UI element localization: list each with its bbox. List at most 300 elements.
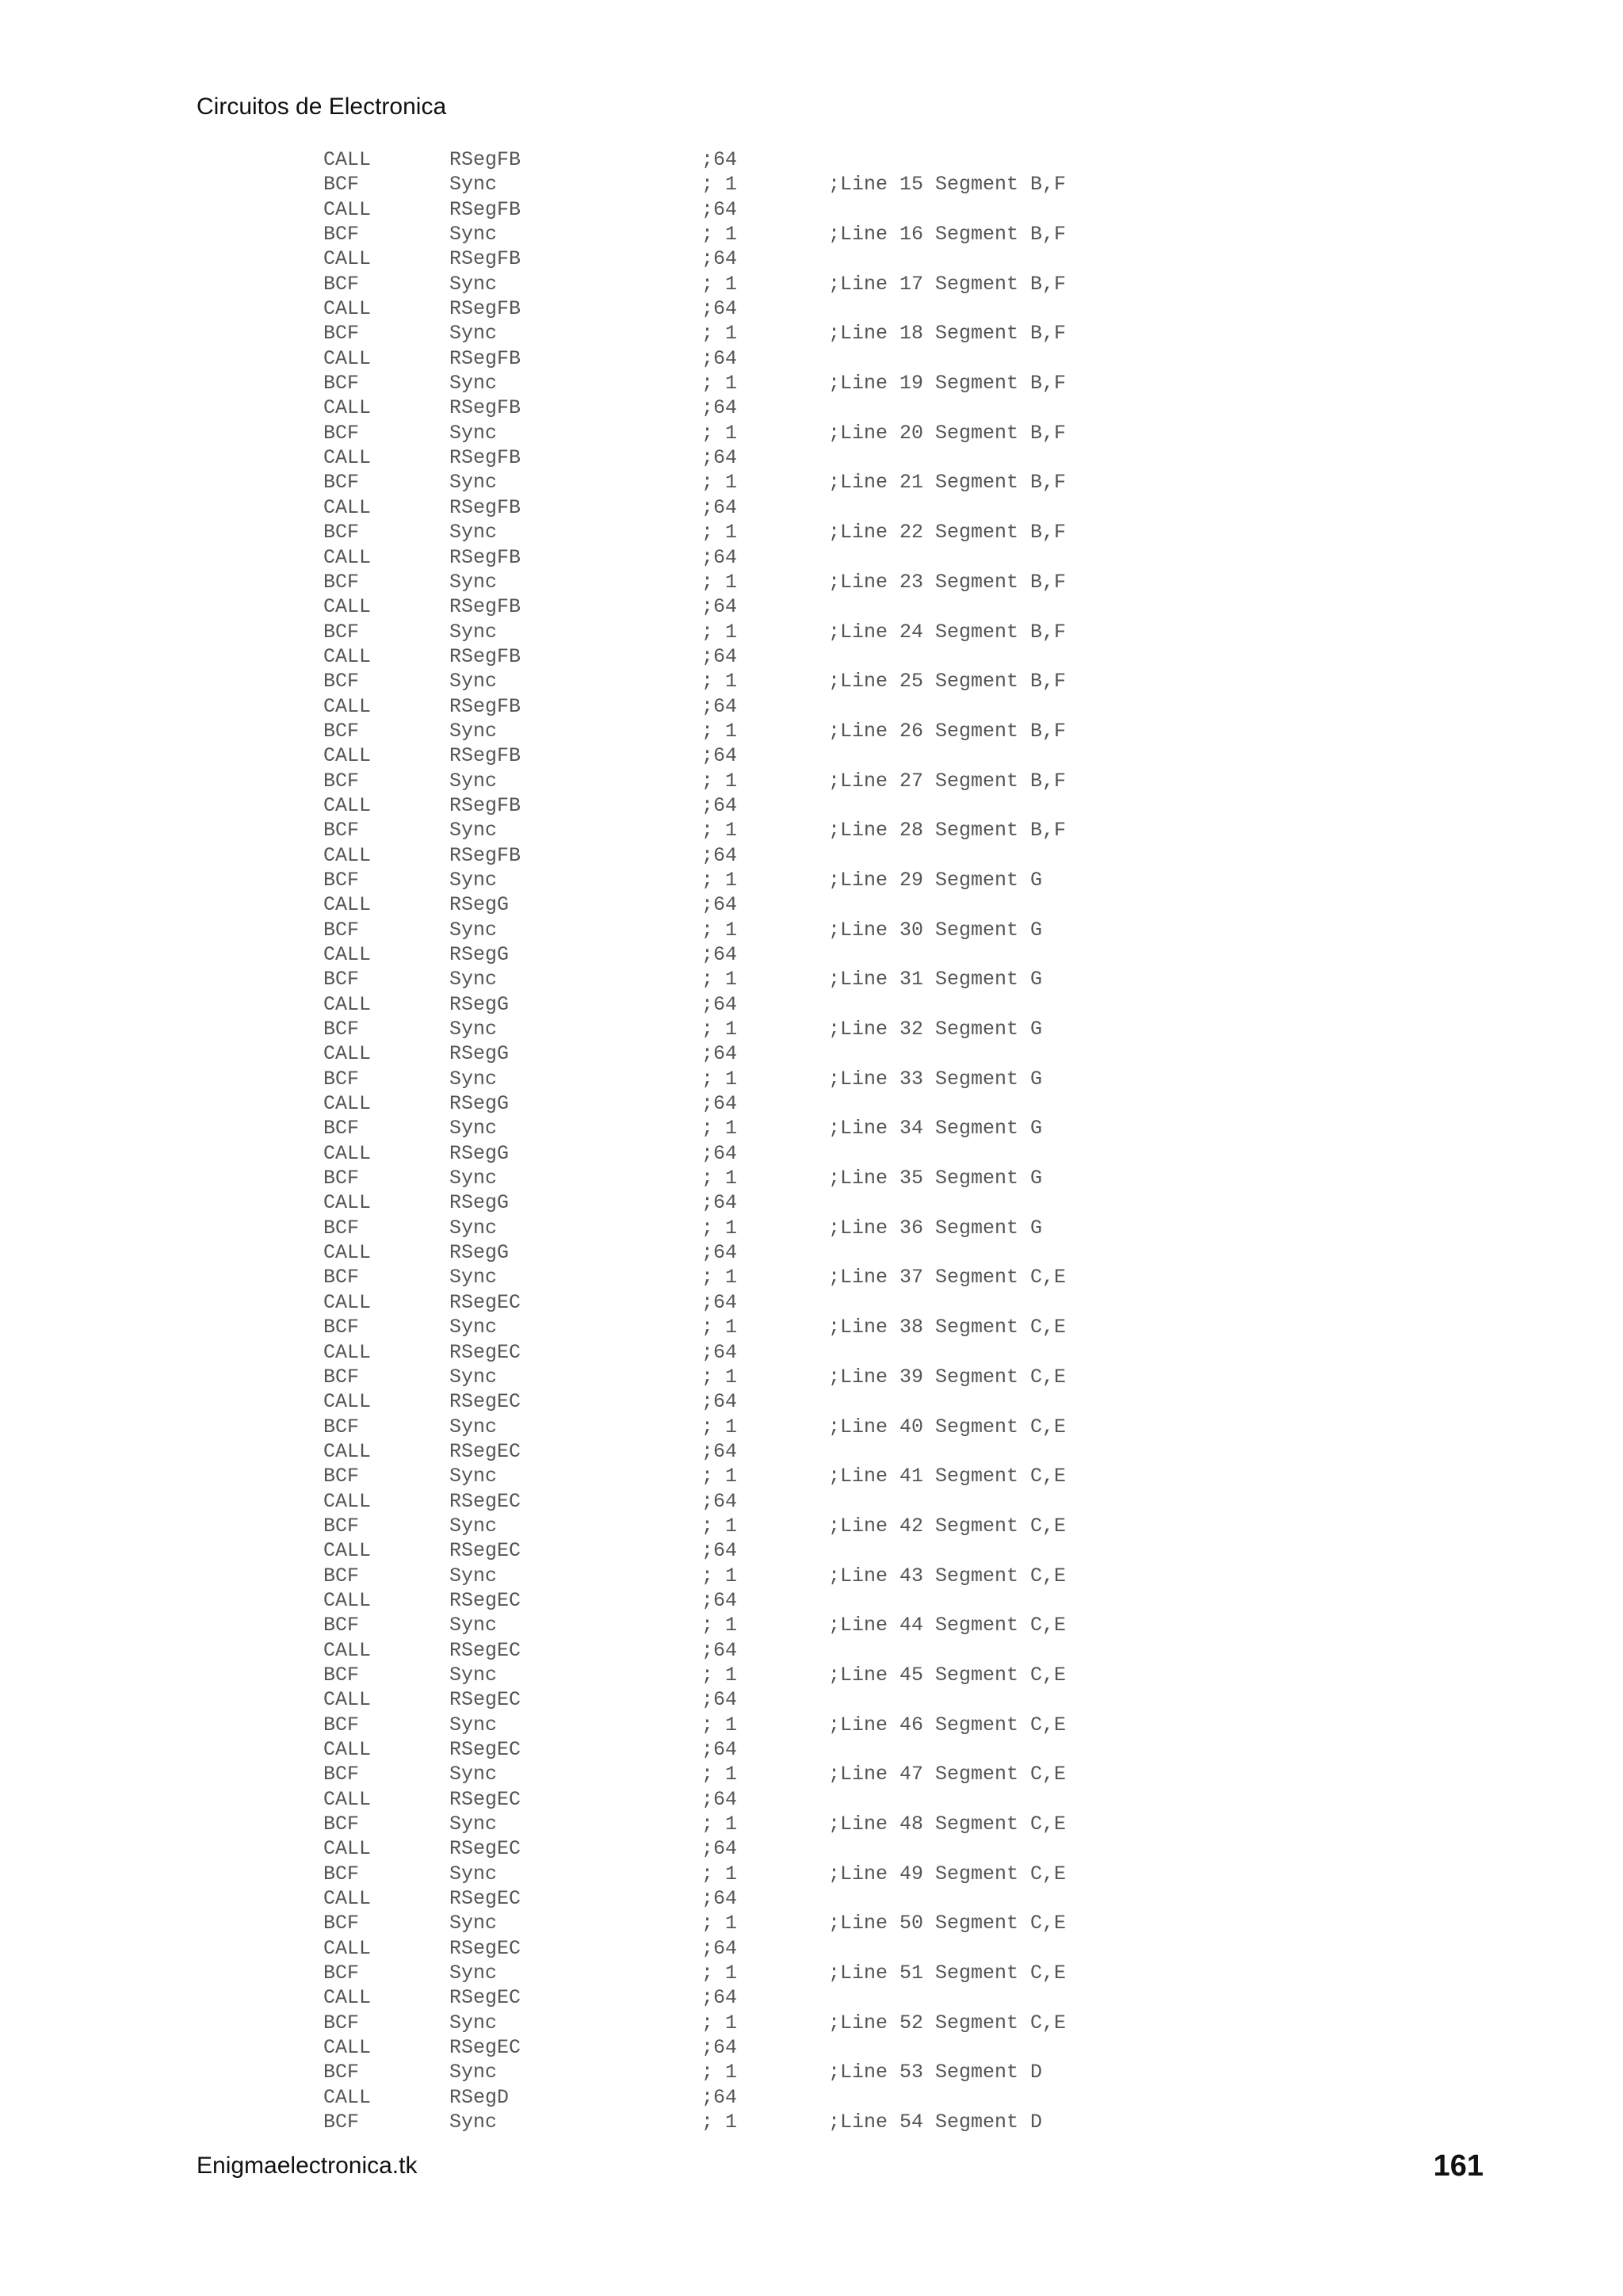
- code-cycle-count: ;64: [701, 1439, 738, 1463]
- code-opcode: BCF: [323, 521, 360, 544]
- code-line: [0, 1141, 1623, 1166]
- code-operand: Sync: [449, 272, 498, 296]
- code-operand: RSegG: [449, 893, 510, 917]
- code-comment: ;Line 24 Segment B,F: [828, 620, 1067, 644]
- code-opcode: CALL: [323, 1141, 372, 1165]
- code-line: [0, 1886, 1623, 1911]
- code-cycle-count: ; 1: [701, 1862, 738, 1885]
- code-opcode: CALL: [323, 843, 372, 867]
- code-operand: RSegFB: [449, 843, 521, 867]
- code-comment: ;Line 52 Segment C,E: [828, 2011, 1067, 2034]
- code-cycle-count: ; 1: [701, 1564, 738, 1587]
- code-cycle-count: ; 1: [701, 1713, 738, 1736]
- code-operand: RSegEC: [449, 1390, 521, 1414]
- code-operand: Sync: [449, 322, 498, 346]
- code-opcode: BCF: [323, 2011, 360, 2034]
- code-operand: Sync: [449, 968, 498, 991]
- code-opcode: CALL: [323, 793, 372, 817]
- code-comment: ;Line 50 Segment C,E: [828, 1912, 1067, 1935]
- code-cycle-count: ; 1: [701, 1514, 738, 1538]
- code-line: [0, 1290, 1623, 1315]
- code-opcode: BCF: [323, 322, 360, 346]
- code-opcode: CALL: [323, 2085, 372, 2109]
- code-line: [0, 1439, 1623, 1464]
- code-opcode: CALL: [323, 595, 372, 619]
- code-cycle-count: ; 1: [701, 421, 738, 445]
- code-line: [0, 445, 1623, 470]
- code-cycle-count: ;64: [701, 1191, 738, 1215]
- code-comment: ;Line 23 Segment B,F: [828, 570, 1067, 594]
- code-opcode: CALL: [323, 446, 372, 470]
- code-line: [0, 222, 1623, 246]
- code-cycle-count: ;64: [701, 1489, 738, 1513]
- code-opcode: BCF: [323, 173, 360, 197]
- code-opcode: BCF: [323, 272, 360, 296]
- code-line: [0, 942, 1623, 967]
- code-opcode: BCF: [323, 1117, 360, 1140]
- code-opcode: CALL: [323, 1191, 372, 1215]
- code-opcode: CALL: [323, 1539, 372, 1563]
- code-cycle-count: ; 1: [701, 570, 738, 594]
- code-opcode: BCF: [323, 1564, 360, 1587]
- code-line: [0, 2060, 1623, 2084]
- code-cycle-count: ;64: [701, 1936, 738, 1960]
- code-line: [0, 1216, 1623, 1240]
- code-line: [0, 1240, 1623, 1265]
- code-cycle-count: ;64: [701, 1290, 738, 1314]
- code-line: [0, 1017, 1623, 1041]
- code-opcode: BCF: [323, 1216, 360, 1240]
- code-line: [0, 769, 1623, 793]
- code-cycle-count: ;64: [701, 943, 738, 966]
- code-operand: Sync: [449, 1117, 498, 1140]
- code-line: [0, 321, 1623, 346]
- code-line: [0, 1737, 1623, 1762]
- code-operand: Sync: [449, 1862, 498, 1885]
- code-line: [0, 1713, 1623, 1737]
- code-cycle-count: ;64: [701, 1092, 738, 1116]
- code-opcode: CALL: [323, 148, 372, 171]
- code-cycle-count: ; 1: [701, 918, 738, 942]
- code-opcode: BCF: [323, 1763, 360, 1786]
- code-opcode: CALL: [323, 893, 372, 917]
- code-cycle-count: ; 1: [701, 620, 738, 644]
- code-operand: RSegEC: [449, 1688, 521, 1712]
- code-comment: ;Line 16 Segment B,F: [828, 223, 1067, 246]
- code-comment: ;Line 22 Segment B,F: [828, 521, 1067, 544]
- code-cycle-count: ;64: [701, 1688, 738, 1712]
- code-line: [0, 1985, 1623, 2010]
- code-opcode: BCF: [323, 372, 360, 395]
- code-line: [0, 1389, 1623, 1414]
- code-cycle-count: ; 1: [701, 471, 738, 495]
- code-opcode: CALL: [323, 1588, 372, 1612]
- code-line: [0, 1538, 1623, 1563]
- code-line: [0, 495, 1623, 520]
- code-comment: ;Line 42 Segment C,E: [828, 1514, 1067, 1538]
- code-operand: RSegFB: [449, 396, 521, 420]
- code-comment: ;Line 27 Segment B,F: [828, 769, 1067, 793]
- code-operand: RSegEC: [449, 1936, 521, 1960]
- code-operand: RSegEC: [449, 1539, 521, 1563]
- code-cycle-count: ; 1: [701, 1117, 738, 1140]
- code-cycle-count: ;64: [701, 545, 738, 569]
- code-opcode: CALL: [323, 1738, 372, 1761]
- code-opcode: BCF: [323, 1912, 360, 1935]
- code-cycle-count: ;64: [701, 1141, 738, 1165]
- code-cycle-count: ;64: [701, 1042, 738, 1066]
- code-line: [0, 1787, 1623, 1812]
- code-cycle-count: ; 1: [701, 521, 738, 544]
- code-opcode: CALL: [323, 1986, 372, 2010]
- code-operand: RSegEC: [449, 1837, 521, 1861]
- code-opcode: BCF: [323, 421, 360, 445]
- code-opcode: CALL: [323, 1042, 372, 1066]
- code-operand: Sync: [449, 620, 498, 644]
- code-opcode: CALL: [323, 1688, 372, 1712]
- code-operand: RSegEC: [449, 1787, 521, 1811]
- code-line: [0, 470, 1623, 495]
- footer-site-name: Enigmaelectronica.tk: [197, 2153, 418, 2179]
- code-operand: RSegEC: [449, 1340, 521, 1364]
- code-opcode: BCF: [323, 670, 360, 693]
- code-operand: RSegEC: [449, 2036, 521, 2060]
- code-line: [0, 1190, 1623, 1215]
- code-operand: Sync: [449, 1018, 498, 1041]
- code-opcode: BCF: [323, 2061, 360, 2084]
- code-operand: RSegG: [449, 1191, 510, 1215]
- code-cycle-count: ;64: [701, 1738, 738, 1761]
- code-opcode: BCF: [323, 769, 360, 793]
- code-opcode: BCF: [323, 1266, 360, 1289]
- code-cycle-count: ;64: [701, 396, 738, 420]
- code-cycle-count: ; 1: [701, 1216, 738, 1240]
- code-line: [0, 246, 1623, 271]
- code-cycle-count: ;64: [701, 694, 738, 718]
- code-comment: ;Line 20 Segment B,F: [828, 421, 1067, 445]
- code-operand: Sync: [449, 372, 498, 395]
- code-comment: ;Line 17 Segment B,F: [828, 272, 1067, 296]
- code-cycle-count: ; 1: [701, 868, 738, 892]
- code-line: [0, 843, 1623, 868]
- code-line: [0, 1936, 1623, 1961]
- code-line: [0, 620, 1623, 644]
- code-opcode: CALL: [323, 197, 372, 221]
- code-cycle-count: ; 1: [701, 372, 738, 395]
- code-operand: RSegG: [449, 1092, 510, 1116]
- code-comment: ;Line 41 Segment C,E: [828, 1465, 1067, 1488]
- code-line: [0, 371, 1623, 395]
- code-operand: RSegD: [449, 2085, 510, 2109]
- code-opcode: CALL: [323, 1936, 372, 1960]
- code-line: [0, 644, 1623, 669]
- code-line: [0, 719, 1623, 743]
- code-cycle-count: ;64: [701, 1539, 738, 1563]
- code-opcode: BCF: [323, 223, 360, 246]
- code-opcode: BCF: [323, 2111, 360, 2134]
- code-operand: RSegFB: [449, 694, 521, 718]
- code-operand: RSegG: [449, 943, 510, 966]
- code-cycle-count: ;64: [701, 1588, 738, 1612]
- code-opcode: CALL: [323, 1390, 372, 1414]
- code-operand: RSegFB: [449, 247, 521, 271]
- code-opcode: CALL: [323, 943, 372, 966]
- code-line: [0, 1340, 1623, 1365]
- code-opcode: BCF: [323, 1514, 360, 1538]
- code-operand: Sync: [449, 421, 498, 445]
- code-line: [0, 992, 1623, 1017]
- code-operand: RSegEC: [449, 1439, 521, 1463]
- code-line: [0, 545, 1623, 570]
- code-cycle-count: ; 1: [701, 769, 738, 793]
- code-opcode: CALL: [323, 495, 372, 519]
- code-line: [0, 1166, 1623, 1190]
- code-operand: RSegFB: [449, 495, 521, 519]
- code-comment: ;Line 53 Segment D: [828, 2061, 1043, 2084]
- code-operand: RSegFB: [449, 644, 521, 668]
- code-line: [0, 918, 1623, 942]
- code-operand: RSegEC: [449, 1489, 521, 1513]
- code-cycle-count: ;64: [701, 346, 738, 370]
- code-comment: ;Line 40 Segment C,E: [828, 1415, 1067, 1438]
- code-line: [0, 1091, 1623, 1116]
- code-opcode: BCF: [323, 620, 360, 644]
- code-cycle-count: ;64: [701, 793, 738, 817]
- code-opcode: CALL: [323, 1489, 372, 1513]
- code-line: [0, 1613, 1623, 1637]
- code-line: [0, 892, 1623, 917]
- code-opcode: CALL: [323, 396, 372, 420]
- code-opcode: BCF: [323, 1415, 360, 1438]
- code-cycle-count: ;64: [701, 744, 738, 768]
- code-comment: ;Line 44 Segment C,E: [828, 1614, 1067, 1637]
- code-line: [0, 172, 1623, 197]
- code-line: [0, 594, 1623, 619]
- code-operand: RSegFB: [449, 744, 521, 768]
- code-operand: RSegFB: [449, 197, 521, 221]
- code-cycle-count: ; 1: [701, 1912, 738, 1935]
- code-opcode: BCF: [323, 1962, 360, 1985]
- code-opcode: CALL: [323, 1887, 372, 1911]
- code-operand: Sync: [449, 1067, 498, 1091]
- code-comment: ;Line 38 Segment C,E: [828, 1316, 1067, 1339]
- code-cycle-count: ;64: [701, 247, 738, 271]
- code-line: [0, 1265, 1623, 1289]
- code-operand: Sync: [449, 223, 498, 246]
- code-opcode: BCF: [323, 1813, 360, 1836]
- code-comment: ;Line 26 Segment B,F: [828, 719, 1067, 743]
- code-opcode: BCF: [323, 1018, 360, 1041]
- code-comment: ;Line 43 Segment C,E: [828, 1564, 1067, 1587]
- code-cycle-count: ; 1: [701, 1962, 738, 1985]
- code-operand: RSegEC: [449, 1638, 521, 1662]
- code-operand: RSegEC: [449, 1738, 521, 1761]
- code-comment: ;Line 34 Segment G: [828, 1117, 1043, 1140]
- code-operand: Sync: [449, 918, 498, 942]
- code-opcode: CALL: [323, 1290, 372, 1314]
- code-opcode: CALL: [323, 1241, 372, 1265]
- code-line: [0, 2085, 1623, 2110]
- code-comment: ;Line 47 Segment C,E: [828, 1763, 1067, 1786]
- code-line: [0, 1812, 1623, 1836]
- code-operand: Sync: [449, 1564, 498, 1587]
- code-opcode: BCF: [323, 1862, 360, 1885]
- code-comment: ;Line 45 Segment C,E: [828, 1663, 1067, 1687]
- code-operand: Sync: [449, 1216, 498, 1240]
- code-cycle-count: ; 1: [701, 1813, 738, 1836]
- code-operand: Sync: [449, 173, 498, 197]
- code-cycle-count: ; 1: [701, 968, 738, 991]
- code-comment: ;Line 32 Segment G: [828, 1018, 1043, 1041]
- code-opcode: CALL: [323, 545, 372, 569]
- code-opcode: CALL: [323, 644, 372, 668]
- code-line: [0, 1365, 1623, 1389]
- code-opcode: CALL: [323, 1787, 372, 1811]
- code-cycle-count: ; 1: [701, 670, 738, 693]
- code-comment: ;Line 37 Segment C,E: [828, 1266, 1067, 1289]
- code-comment: ;Line 19 Segment B,F: [828, 372, 1067, 395]
- code-operand: Sync: [449, 1962, 498, 1985]
- code-cycle-count: ; 1: [701, 819, 738, 842]
- code-cycle-count: ; 1: [701, 272, 738, 296]
- code-line: [0, 520, 1623, 544]
- code-opcode: BCF: [323, 968, 360, 991]
- code-cycle-count: ;64: [701, 297, 738, 321]
- code-operand: Sync: [449, 819, 498, 842]
- code-operand: Sync: [449, 868, 498, 892]
- code-cycle-count: ; 1: [701, 719, 738, 743]
- code-opcode: CALL: [323, 1092, 372, 1116]
- code-line: [0, 147, 1623, 172]
- code-operand: Sync: [449, 1713, 498, 1736]
- code-operand: Sync: [449, 769, 498, 793]
- code-cycle-count: ;64: [701, 1837, 738, 1861]
- code-operand: RSegFB: [449, 297, 521, 321]
- code-opcode: BCF: [323, 1067, 360, 1091]
- code-operand: Sync: [449, 1763, 498, 1786]
- code-line: [0, 1663, 1623, 1687]
- code-opcode: BCF: [323, 471, 360, 495]
- code-cycle-count: ;64: [701, 1787, 738, 1811]
- code-opcode: CALL: [323, 694, 372, 718]
- code-cycle-count: ; 1: [701, 1614, 738, 1637]
- code-operand: Sync: [449, 1316, 498, 1339]
- code-line: [0, 1836, 1623, 1861]
- code-cycle-count: ;64: [701, 148, 738, 171]
- code-line: [0, 1762, 1623, 1786]
- code-opcode: CALL: [323, 1638, 372, 1662]
- code-opcode: BCF: [323, 1316, 360, 1339]
- code-comment: ;Line 33 Segment G: [828, 1067, 1043, 1091]
- code-cycle-count: ;64: [701, 495, 738, 519]
- code-operand: Sync: [449, 1663, 498, 1687]
- code-cycle-count: ;64: [701, 992, 738, 1016]
- code-operand: RSegFB: [449, 545, 521, 569]
- code-cycle-count: ; 1: [701, 1465, 738, 1488]
- code-cycle-count: ;64: [701, 1887, 738, 1911]
- code-cycle-count: ;64: [701, 1340, 738, 1364]
- code-comment: ;Line 21 Segment B,F: [828, 471, 1067, 495]
- code-operand: Sync: [449, 670, 498, 693]
- code-operand: RSegEC: [449, 1986, 521, 2010]
- code-opcode: CALL: [323, 346, 372, 370]
- code-comment: ;Line 35 Segment G: [828, 1167, 1043, 1190]
- code-cycle-count: ;64: [701, 446, 738, 470]
- code-comment: ;Line 39 Segment C,E: [828, 1365, 1067, 1389]
- code-operand: Sync: [449, 1365, 498, 1389]
- code-cycle-count: ; 1: [701, 2111, 738, 2134]
- code-comment: ;Line 29 Segment G: [828, 868, 1043, 892]
- code-cycle-count: ;64: [701, 1986, 738, 2010]
- code-line: [0, 1564, 1623, 1588]
- code-cycle-count: ; 1: [701, 2011, 738, 2034]
- code-operand: RSegEC: [449, 1887, 521, 1911]
- code-operand: RSegFB: [449, 346, 521, 370]
- code-comment: ;Line 25 Segment B,F: [828, 670, 1067, 693]
- code-operand: Sync: [449, 2111, 498, 2134]
- code-operand: RSegFB: [449, 595, 521, 619]
- code-cycle-count: ;64: [701, 197, 738, 221]
- code-cycle-count: ; 1: [701, 1365, 738, 1389]
- code-operand: Sync: [449, 1813, 498, 1836]
- code-opcode: CALL: [323, 297, 372, 321]
- code-comment: ;Line 18 Segment B,F: [828, 322, 1067, 346]
- code-line: [0, 1638, 1623, 1663]
- code-operand: Sync: [449, 1912, 498, 1935]
- code-line: [0, 669, 1623, 693]
- code-line: [0, 694, 1623, 719]
- code-operand: RSegEC: [449, 1290, 521, 1314]
- code-line: [0, 1911, 1623, 1935]
- code-line: [0, 570, 1623, 594]
- code-operand: Sync: [449, 719, 498, 743]
- code-operand: Sync: [449, 471, 498, 495]
- code-cycle-count: ; 1: [701, 223, 738, 246]
- code-line: [0, 2011, 1623, 2035]
- code-operand: RSegG: [449, 992, 510, 1016]
- code-comment: ;Line 48 Segment C,E: [828, 1813, 1067, 1836]
- code-line: [0, 197, 1623, 222]
- code-cycle-count: ;64: [701, 2085, 738, 2109]
- code-line: [0, 1041, 1623, 1066]
- code-cycle-count: ; 1: [701, 322, 738, 346]
- code-cycle-count: ;64: [701, 644, 738, 668]
- code-line: [0, 1862, 1623, 1886]
- code-opcode: BCF: [323, 868, 360, 892]
- code-cycle-count: ;64: [701, 1241, 738, 1265]
- code-operand: Sync: [449, 1266, 498, 1289]
- code-opcode: BCF: [323, 1663, 360, 1687]
- code-cycle-count: ;64: [701, 1638, 738, 1662]
- code-operand: Sync: [449, 1465, 498, 1488]
- code-cycle-count: ; 1: [701, 1763, 738, 1786]
- code-line: [0, 1961, 1623, 1985]
- code-cycle-count: ; 1: [701, 173, 738, 197]
- code-operand: Sync: [449, 2061, 498, 2084]
- code-operand: Sync: [449, 1415, 498, 1438]
- code-line: [0, 1415, 1623, 1439]
- code-cycle-count: ; 1: [701, 1415, 738, 1438]
- code-line: [0, 2035, 1623, 2060]
- code-opcode: BCF: [323, 719, 360, 743]
- code-cycle-count: ;64: [701, 843, 738, 867]
- code-operand: Sync: [449, 521, 498, 544]
- code-operand: Sync: [449, 1167, 498, 1190]
- code-line: [0, 421, 1623, 445]
- code-line: [0, 743, 1623, 768]
- code-comment: ;Line 31 Segment G: [828, 968, 1043, 991]
- code-opcode: BCF: [323, 570, 360, 594]
